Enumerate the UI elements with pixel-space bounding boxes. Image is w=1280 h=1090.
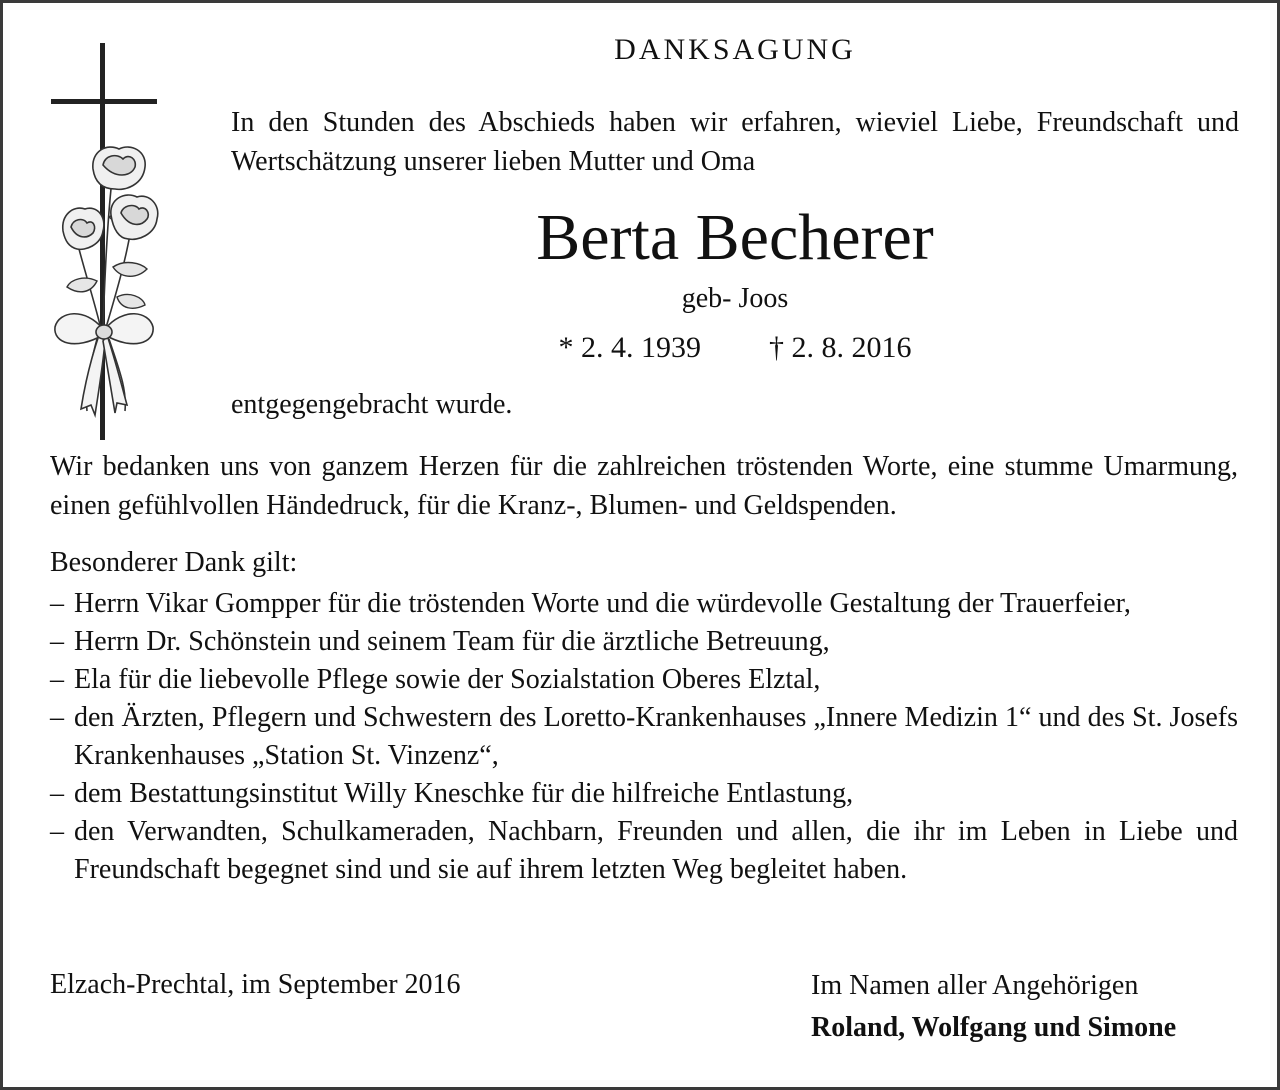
intro-ending: entgegengebracht wurde. (231, 389, 513, 420)
list-item: – Herrn Vikar Gompper für die tröstenden Worte und die würdevolle Gestaltung der Trauerfeier, (50, 585, 1238, 623)
cross-with-roses-icon (45, 39, 165, 444)
life-dates (231, 327, 1239, 369)
list-item: – Herrn Dr. Schönstein und seinem Team für die ärztliche Betreuung, (50, 623, 1238, 661)
death-date: † 2. 8. 2016 (769, 331, 912, 364)
thanks-paragraph: Wir bedanken uns von ganzem Herzen für die zahlreichen tröstenden Worte, eine stumme Umarmung, einen gefühlvollen Händedruck, für die Kranz-, Blumen- und Geldspenden. (50, 451, 1238, 521)
special-thanks-list (50, 585, 1238, 889)
intro-paragraph: In den Stunden des Abschieds haben wir erfahren, wieviel Liebe, Freundschaft und Wertschätzung unserer lieben Mutter und Oma (231, 107, 1239, 177)
list-item: – Ela für die liebevolle Pflege sowie der Sozialstation Oberes Elztal, (50, 661, 1238, 699)
list-item: – dem Bestattungsinstitut Willy Kneschke für die hilfreiche Entlastung, (50, 775, 1238, 813)
list-item: – den Ärzten, Pflegern und Schwestern des Loretto-Krankenhauses „Innere Medizin 1“ und des St. Josefs Krankenhauses „Station St. Vinzenz“, (50, 699, 1238, 775)
signoff-names: Roland, Wolfgang und Simone (811, 1012, 1177, 1043)
special-thanks-label: Besonderer Dank gilt: (50, 547, 298, 578)
signoff-block (811, 965, 1176, 1049)
list-item: – den Verwandten, Schulkameraden, Nachbarn, Freunden und allen, die ihr im Leben in Liebe und Freundschaft begegnet sind und sie auf ihrem letzten Weg begleitet haben. (50, 813, 1238, 889)
notice-heading: DANKSAGUNG (614, 33, 856, 66)
deceased-name: Berta Becherer (536, 201, 934, 274)
signoff-line: Im Namen aller Angehörigen (811, 970, 1139, 1001)
place-and-date: Elzach-Prechtal, im September 2016 (50, 969, 461, 1000)
birth-date: * 2. 4. 1939 (558, 331, 701, 364)
maiden-name: geb- Joos (681, 283, 789, 314)
